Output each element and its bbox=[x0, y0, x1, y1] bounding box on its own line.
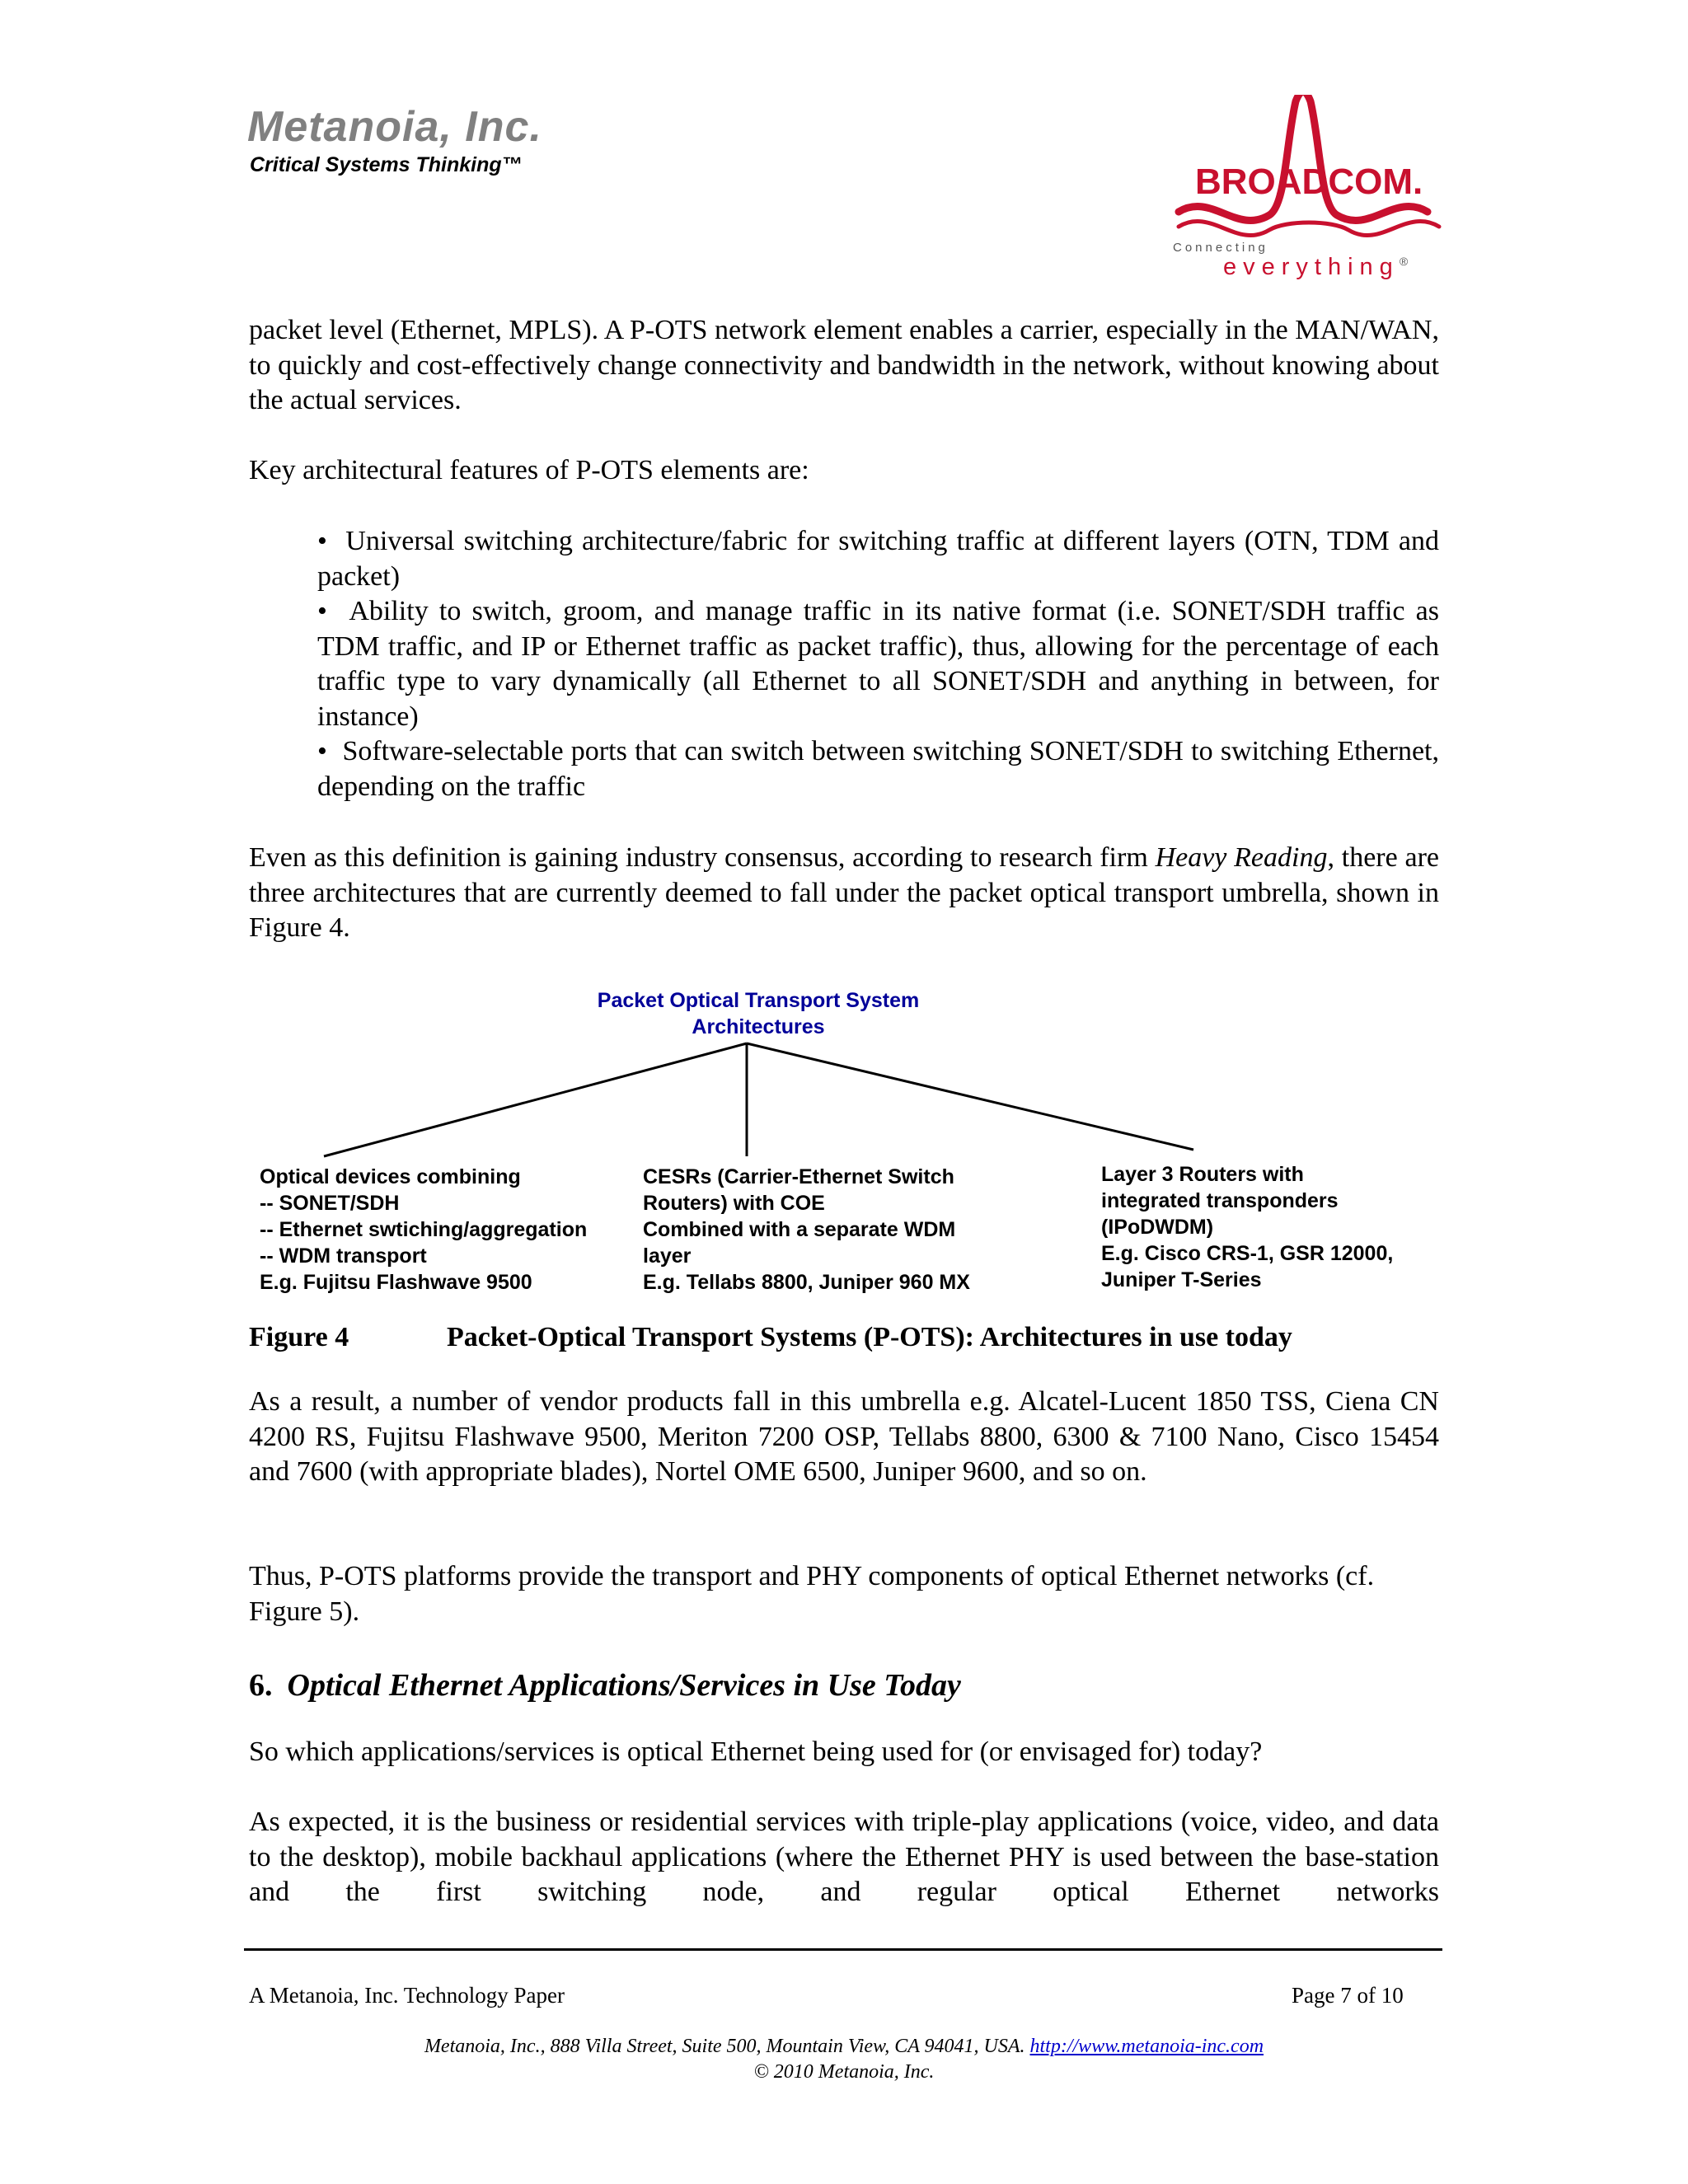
footer-paper-label: A Metanoia, Inc. Technology Paper bbox=[249, 1983, 565, 2008]
section-heading bbox=[249, 1666, 961, 1704]
footer-website-link[interactable]: http://www.metanoia-inc.com bbox=[1029, 2036, 1264, 2057]
architecture-cesrs: CESRs (Carrier-Ethernet Switch Routers) with COE Combined with a separate WDM layer E.g. Tellabs 8800, Juniper 960 MX bbox=[643, 1165, 970, 1294]
diagram-title: Packet Optical Transport System Architectures bbox=[597, 989, 920, 1038]
footer-address: Metanoia, Inc., 888 Villa Street, Suite 500, Mountain View, CA 94041, USA. bbox=[424, 2036, 1025, 2057]
paragraph-applications: As expected, it is the business or residential services with triple-play applications (voice, video, and data to the desktop), mobile backhaul applications (where the Ethernet PHY is used between the base-station and the first switching node, and regular optical Ethernet networks bbox=[249, 1807, 1439, 1907]
bullet-item: • Ability to switch, groom, and manage traffic in its native format (i.e. SONET/SDH traffic as TDM traffic, and IP or Ethernet traffic as packet traffic), thus, allowing for the percentage of each traffic type to vary dynamically (all Ethernet to all SONET/SDH and anything in between, for instance) bbox=[317, 596, 1439, 732]
company-name: Metanoia, Inc. bbox=[247, 103, 542, 151]
figure-number: Figure 4 bbox=[249, 1322, 349, 1352]
paragraph-key-features: Key architectural features of P-OTS elements are: bbox=[249, 455, 809, 485]
section-number: 6. bbox=[249, 1668, 273, 1703]
footer-copyright: © 2010 Metanoia, Inc. bbox=[753, 2061, 935, 2083]
paragraph-question: So which applications/services is optical Ethernet being used for (or envisaged for) today? bbox=[249, 1736, 1263, 1767]
company-tagline: Critical Systems Thinking™ bbox=[250, 153, 523, 176]
logo-everything: everything® bbox=[1223, 254, 1409, 280]
paragraph-pots-intro: packet level (Ethernet, MPLS). A P-OTS network element enables a carrier, especially in the MAN/WAN, to quickly and cost-effectively change connectivity and bandwidth in the network, without knowing about the actual services. bbox=[249, 315, 1439, 415]
footer-page-number: Page 7 of 10 bbox=[1292, 1983, 1404, 2008]
section-title: Optical Ethernet Applications/Services in Use Today bbox=[287, 1668, 961, 1703]
architecture-layer3-routers: Layer 3 Routers with integrated transponders (IPoDWDM) E.g. Cisco CRS-1, GSR 12000, Juniper T-Series bbox=[1101, 1163, 1394, 1291]
paragraph-pots-platforms: Thus, P-OTS platforms provide the transport and PHY components of optical Ethernet networks (cf. Figure 5). bbox=[249, 1561, 1375, 1627]
architecture-optical-devices: Optical devices combining -- SONET/SDH -- Ethernet swtiching/aggregation -- WDM transport E.g. Fujitsu Flashwave 9500 bbox=[260, 1165, 588, 1294]
bullet-item: • Universal switching architecture/fabric for switching traffic at different layers (OTN, TDM and packet) bbox=[317, 526, 1440, 592]
bullet-icon: • bbox=[317, 526, 346, 556]
paragraph-heavy-reading: Even as this definition is gaining industry consensus, according to research firm Heavy Reading, there are three architectures that are currently deemed to fall under the packet optical transport umbrella, shown in Figure 4. bbox=[249, 842, 1439, 943]
figure-caption-text: Packet-Optical Transport Systems (P-OTS): Architectures in use today bbox=[447, 1322, 1292, 1352]
footer-divider bbox=[244, 1948, 1442, 1951]
bullet-icon: • bbox=[317, 596, 349, 626]
bullet-icon: • bbox=[317, 736, 343, 766]
footer-address-block bbox=[249, 2034, 1439, 2085]
bullet-item: • Software-selectable ports that can switch between switching SONET/SDH to switching Ethernet, depending on the traffic bbox=[317, 736, 1439, 802]
broadcom-wordmark: BROADCOM. bbox=[1195, 162, 1423, 202]
paragraph-vendor-products: As a result, a number of vendor products fall in this umbrella e.g. Alcatel-Lucent 1850 TSS, Ciena CN 4200 RS, Fujitsu Flashwave 9500, Meriton 7200 OSP, Tellabs 8800, 6300 & 7100 Nano, Cisco 15454 and 7600 (with appropriate blades), Nortel OME 6500, Juniper 9600, and so on. bbox=[249, 1386, 1439, 1487]
logo-connecting: Connecting bbox=[1173, 241, 1268, 255]
